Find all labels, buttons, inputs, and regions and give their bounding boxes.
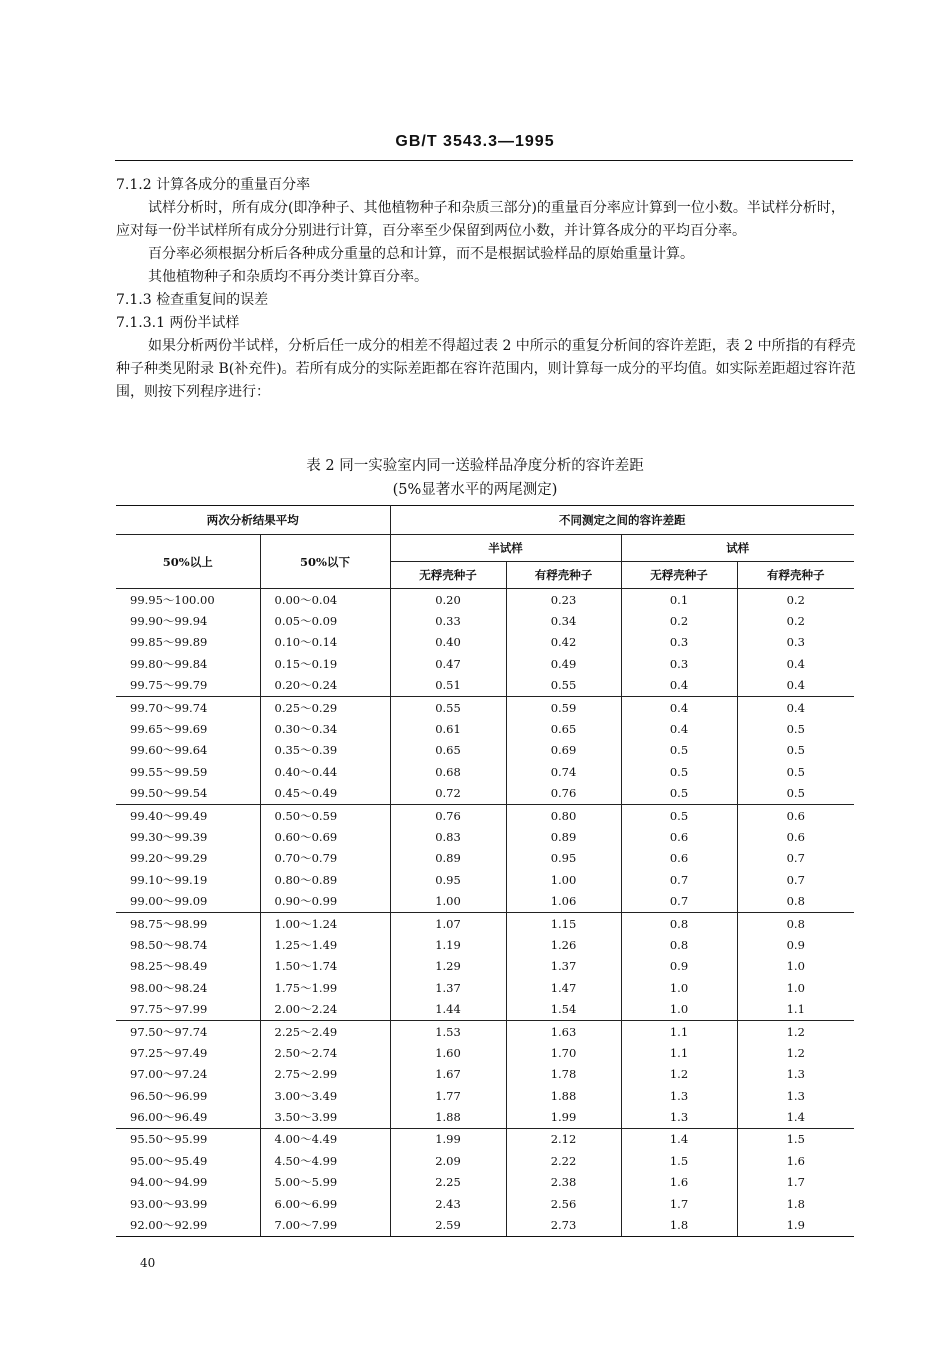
cell-half-nonchaffy: 0.47 xyxy=(390,653,506,674)
page-number: 40 xyxy=(140,1256,156,1270)
cell-below-50: 0.30～0.34 xyxy=(260,718,390,739)
table-row xyxy=(116,998,854,1020)
table-row xyxy=(116,718,854,739)
table-row xyxy=(116,1020,854,1042)
cell-half-nonchaffy: 0.65 xyxy=(390,740,506,761)
cell-below-50: 7.00～7.99 xyxy=(260,1214,390,1236)
cell-half-nonchaffy: 0.95 xyxy=(390,869,506,890)
paragraph: 如果分析两份半试样，分析后任一成分的相差不得超过表 2 中所示的重复分析间的容许差距，表 2 中所指的有稃壳种子种类见附录 B(补充件)。若所有成分的实际差距都在容许范围内，则计算每一成分的平均值。如实际差距超过容许范围，则按下列程序进行： xyxy=(116,338,856,400)
cell-below-50: 0.80～0.89 xyxy=(260,869,390,890)
cell-full-chaffy: 1.4 xyxy=(737,1106,854,1128)
cell-half-nonchaffy: 0.33 xyxy=(390,610,506,631)
cell-full-chaffy: 0.4 xyxy=(737,696,854,718)
cell-below-50: 0.05～0.09 xyxy=(260,610,390,631)
cell-above-50: 97.25～97.49 xyxy=(116,1042,260,1063)
cell-below-50: 0.60～0.69 xyxy=(260,826,390,847)
cell-half-chaffy: 1.88 xyxy=(506,1085,621,1106)
table-row xyxy=(116,1150,854,1171)
table-row xyxy=(116,826,854,847)
cell-full-chaffy: 0.7 xyxy=(737,848,854,869)
cell-half-chaffy: 0.55 xyxy=(506,675,621,697)
cell-half-nonchaffy: 2.25 xyxy=(390,1172,506,1193)
cell-full-chaffy: 0.8 xyxy=(737,912,854,934)
cell-above-50: 95.00～95.49 xyxy=(116,1150,260,1171)
cell-below-50: 3.00～3.49 xyxy=(260,1085,390,1106)
cell-full-nonchaffy: 0.4 xyxy=(621,696,737,718)
cell-above-50: 95.50～95.99 xyxy=(116,1128,260,1150)
cell-half-nonchaffy: 0.83 xyxy=(390,826,506,847)
cell-below-50: 3.50～3.99 xyxy=(260,1106,390,1128)
cell-half-chaffy: 1.37 xyxy=(506,956,621,977)
table-row xyxy=(116,1214,854,1236)
cell-half-nonchaffy: 1.29 xyxy=(390,956,506,977)
cell-below-50: 0.10～0.14 xyxy=(260,632,390,653)
table-row xyxy=(116,1106,854,1128)
table-row xyxy=(116,804,854,826)
cell-above-50: 99.10～99.19 xyxy=(116,869,260,890)
table-row xyxy=(116,1172,854,1193)
cell-full-nonchaffy: 0.5 xyxy=(621,783,737,805)
cell-half-nonchaffy: 1.00 xyxy=(390,890,506,912)
cell-half-nonchaffy: 0.68 xyxy=(390,761,506,782)
cell-full-chaffy: 1.6 xyxy=(737,1150,854,1171)
cell-below-50: 1.50～1.74 xyxy=(260,956,390,977)
cell-half-chaffy: 1.15 xyxy=(506,912,621,934)
cell-half-nonchaffy: 1.99 xyxy=(390,1128,506,1150)
cell-full-chaffy: 0.5 xyxy=(737,783,854,805)
cell-full-nonchaffy: 0.9 xyxy=(621,956,737,977)
cell-full-chaffy: 1.9 xyxy=(737,1214,854,1236)
cell-half-nonchaffy: 1.37 xyxy=(390,977,506,998)
cell-half-chaffy: 2.38 xyxy=(506,1172,621,1193)
cell-full-chaffy: 1.1 xyxy=(737,998,854,1020)
cell-half-chaffy: 0.95 xyxy=(506,848,621,869)
cell-above-50: 98.00～98.24 xyxy=(116,977,260,998)
cell-full-chaffy: 1.3 xyxy=(737,1085,854,1106)
cell-above-50: 98.25～98.49 xyxy=(116,956,260,977)
header-tolerance: 不同测定之间的容许差距 xyxy=(390,506,854,535)
cell-full-chaffy: 1.7 xyxy=(737,1172,854,1193)
table-row xyxy=(116,848,854,869)
section-heading-7-1-3-1: 7.1.3.1 两份半试样 xyxy=(116,315,240,331)
cell-above-50: 97.50～97.74 xyxy=(116,1020,260,1042)
cell-above-50: 99.95～100.00 xyxy=(116,589,260,611)
header-full-nonchaffy: 无稃壳种子 xyxy=(621,562,737,589)
cell-above-50: 92.00～92.99 xyxy=(116,1214,260,1236)
cell-above-50: 98.50～98.74 xyxy=(116,934,260,955)
cell-above-50: 99.50～99.54 xyxy=(116,783,260,805)
cell-half-chaffy: 0.59 xyxy=(506,696,621,718)
tolerance-table xyxy=(116,505,854,1237)
cell-half-nonchaffy: 0.40 xyxy=(390,632,506,653)
cell-below-50: 1.25～1.49 xyxy=(260,934,390,955)
cell-half-nonchaffy: 0.55 xyxy=(390,696,506,718)
table-row xyxy=(116,1042,854,1063)
cell-full-nonchaffy: 0.6 xyxy=(621,826,737,847)
cell-half-chaffy: 0.34 xyxy=(506,610,621,631)
table-row xyxy=(116,740,854,761)
cell-below-50: 0.70～0.79 xyxy=(260,848,390,869)
cell-half-nonchaffy: 1.19 xyxy=(390,934,506,955)
cell-below-50: 0.15～0.19 xyxy=(260,653,390,674)
header-half-sample: 半试样 xyxy=(390,535,621,562)
cell-below-50: 0.25～0.29 xyxy=(260,696,390,718)
table-row xyxy=(116,1128,854,1150)
cell-full-nonchaffy: 1.4 xyxy=(621,1128,737,1150)
cell-full-nonchaffy: 0.7 xyxy=(621,869,737,890)
cell-below-50: 4.50～4.99 xyxy=(260,1150,390,1171)
table-row xyxy=(116,890,854,912)
cell-half-chaffy: 1.06 xyxy=(506,890,621,912)
cell-below-50: 2.75～2.99 xyxy=(260,1064,390,1085)
cell-full-chaffy: 0.9 xyxy=(737,934,854,955)
header-full-sample: 试样 xyxy=(621,535,854,562)
cell-below-50: 0.90～0.99 xyxy=(260,890,390,912)
cell-half-chaffy: 2.12 xyxy=(506,1128,621,1150)
cell-full-chaffy: 1.0 xyxy=(737,956,854,977)
cell-above-50: 99.40～99.49 xyxy=(116,804,260,826)
cell-half-chaffy: 1.26 xyxy=(506,934,621,955)
cell-half-nonchaffy: 2.43 xyxy=(390,1193,506,1214)
cell-half-nonchaffy: 0.61 xyxy=(390,718,506,739)
cell-full-chaffy: 1.5 xyxy=(737,1128,854,1150)
cell-half-chaffy: 0.74 xyxy=(506,761,621,782)
cell-full-nonchaffy: 0.3 xyxy=(621,653,737,674)
table-row xyxy=(116,589,854,611)
cell-below-50: 0.35～0.39 xyxy=(260,740,390,761)
cell-half-chaffy: 1.00 xyxy=(506,869,621,890)
cell-half-chaffy: 0.80 xyxy=(506,804,621,826)
cell-half-nonchaffy: 0.72 xyxy=(390,783,506,805)
header-half-nonchaffy: 无稃壳种子 xyxy=(390,562,506,589)
cell-half-nonchaffy: 1.88 xyxy=(390,1106,506,1128)
cell-half-chaffy: 1.47 xyxy=(506,977,621,998)
cell-half-chaffy: 0.42 xyxy=(506,632,621,653)
cell-full-nonchaffy: 1.0 xyxy=(621,977,737,998)
cell-above-50: 99.90～99.94 xyxy=(116,610,260,631)
cell-full-nonchaffy: 0.8 xyxy=(621,934,737,955)
cell-half-chaffy: 1.99 xyxy=(506,1106,621,1128)
cell-half-chaffy: 1.54 xyxy=(506,998,621,1020)
header-below-50: 50%以下 xyxy=(260,535,390,589)
cell-below-50: 2.50～2.74 xyxy=(260,1042,390,1063)
cell-full-nonchaffy: 0.4 xyxy=(621,718,737,739)
cell-above-50: 99.60～99.64 xyxy=(116,740,260,761)
cell-above-50: 97.75～97.99 xyxy=(116,998,260,1020)
table-row xyxy=(116,675,854,697)
cell-full-chaffy: 1.8 xyxy=(737,1193,854,1214)
cell-below-50: 1.00～1.24 xyxy=(260,912,390,934)
section-heading-7-1-2: 7.1.2 计算各成分的重量百分率 xyxy=(116,177,311,193)
cell-full-nonchaffy: 1.8 xyxy=(621,1214,737,1236)
cell-half-chaffy: 0.69 xyxy=(506,740,621,761)
cell-full-nonchaffy: 0.2 xyxy=(621,610,737,631)
cell-half-chaffy: 2.56 xyxy=(506,1193,621,1214)
header-rule xyxy=(115,160,853,161)
cell-above-50: 93.00～93.99 xyxy=(116,1193,260,1214)
cell-half-chaffy: 0.23 xyxy=(506,589,621,611)
header-above-50: 50%以上 xyxy=(116,535,260,589)
cell-full-chaffy: 0.4 xyxy=(737,675,854,697)
cell-full-nonchaffy: 0.3 xyxy=(621,632,737,653)
cell-full-nonchaffy: 0.5 xyxy=(621,761,737,782)
cell-below-50: 2.25～2.49 xyxy=(260,1020,390,1042)
cell-full-nonchaffy: 1.6 xyxy=(621,1172,737,1193)
cell-full-nonchaffy: 1.1 xyxy=(621,1020,737,1042)
cell-below-50: 0.45～0.49 xyxy=(260,783,390,805)
cell-half-chaffy: 1.70 xyxy=(506,1042,621,1063)
table-row xyxy=(116,934,854,955)
cell-half-nonchaffy: 1.53 xyxy=(390,1020,506,1042)
cell-half-chaffy: 0.49 xyxy=(506,653,621,674)
cell-half-chaffy: 1.63 xyxy=(506,1020,621,1042)
cell-above-50: 96.00～96.49 xyxy=(116,1106,260,1128)
cell-full-nonchaffy: 1.3 xyxy=(621,1085,737,1106)
cell-half-chaffy: 0.76 xyxy=(506,783,621,805)
cell-half-nonchaffy: 0.20 xyxy=(390,589,506,611)
paragraph: 百分率必须根据分析后各种成分重量的总和计算，而不是根据试验样品的原始重量计算。 xyxy=(148,246,694,262)
cell-full-nonchaffy: 0.1 xyxy=(621,589,737,611)
cell-above-50: 99.85～99.89 xyxy=(116,632,260,653)
cell-full-nonchaffy: 0.6 xyxy=(621,848,737,869)
table-row xyxy=(116,761,854,782)
cell-full-chaffy: 0.6 xyxy=(737,826,854,847)
cell-below-50: 6.00～6.99 xyxy=(260,1193,390,1214)
cell-full-chaffy: 1.3 xyxy=(737,1064,854,1085)
table-row xyxy=(116,783,854,805)
cell-half-nonchaffy: 1.77 xyxy=(390,1085,506,1106)
cell-half-chaffy: 1.78 xyxy=(506,1064,621,1085)
cell-full-nonchaffy: 0.4 xyxy=(621,675,737,697)
cell-full-chaffy: 1.2 xyxy=(737,1042,854,1063)
cell-full-nonchaffy: 1.3 xyxy=(621,1106,737,1128)
cell-half-nonchaffy: 1.67 xyxy=(390,1064,506,1085)
cell-full-chaffy: 0.4 xyxy=(737,653,854,674)
cell-half-nonchaffy: 1.44 xyxy=(390,998,506,1020)
cell-full-nonchaffy: 0.5 xyxy=(621,804,737,826)
header-full-chaffy: 有稃壳种子 xyxy=(737,562,854,589)
cell-full-chaffy: 0.7 xyxy=(737,869,854,890)
cell-full-chaffy: 1.2 xyxy=(737,1020,854,1042)
cell-full-chaffy: 0.5 xyxy=(737,761,854,782)
table-row xyxy=(116,1064,854,1085)
table-row xyxy=(116,610,854,631)
cell-below-50: 0.40～0.44 xyxy=(260,761,390,782)
cell-full-nonchaffy: 1.1 xyxy=(621,1042,737,1063)
cell-full-chaffy: 0.3 xyxy=(737,632,854,653)
cell-half-nonchaffy: 0.51 xyxy=(390,675,506,697)
cell-full-nonchaffy: 1.0 xyxy=(621,998,737,1020)
paragraph: 其他植物种子和杂质均不再分类计算百分率。 xyxy=(148,269,428,285)
table-subcaption: (5%显著水平的两尾测定) xyxy=(392,482,558,498)
table-row xyxy=(116,912,854,934)
cell-above-50: 99.65～99.69 xyxy=(116,718,260,739)
cell-half-chaffy: 0.65 xyxy=(506,718,621,739)
cell-full-nonchaffy: 0.8 xyxy=(621,912,737,934)
table-row xyxy=(116,1193,854,1214)
table-row xyxy=(116,869,854,890)
table-row xyxy=(116,956,854,977)
cell-full-nonchaffy: 1.7 xyxy=(621,1193,737,1214)
cell-above-50: 99.55～99.59 xyxy=(116,761,260,782)
cell-above-50: 97.00～97.24 xyxy=(116,1064,260,1085)
table-caption: 表 2 同一实验室内同一送验样品净度分析的容许差距 xyxy=(306,458,644,474)
cell-half-chaffy: 0.89 xyxy=(506,826,621,847)
cell-full-nonchaffy: 1.5 xyxy=(621,1150,737,1171)
cell-half-nonchaffy: 0.76 xyxy=(390,804,506,826)
cell-full-chaffy: 0.5 xyxy=(737,740,854,761)
cell-full-chaffy: 0.2 xyxy=(737,589,854,611)
table-row xyxy=(116,977,854,998)
cell-half-nonchaffy: 2.09 xyxy=(390,1150,506,1171)
cell-below-50: 0.00～0.04 xyxy=(260,589,390,611)
cell-full-chaffy: 0.2 xyxy=(737,610,854,631)
cell-below-50: 2.00～2.24 xyxy=(260,998,390,1020)
table-row xyxy=(116,696,854,718)
cell-below-50: 4.00～4.49 xyxy=(260,1128,390,1150)
cell-full-nonchaffy: 0.5 xyxy=(621,740,737,761)
cell-half-nonchaffy: 2.59 xyxy=(390,1214,506,1236)
cell-half-chaffy: 2.22 xyxy=(506,1150,621,1171)
cell-below-50: 1.75～1.99 xyxy=(260,977,390,998)
cell-above-50: 99.00～99.09 xyxy=(116,890,260,912)
cell-above-50: 99.70～99.74 xyxy=(116,696,260,718)
body-text xyxy=(116,174,856,404)
cell-below-50: 0.20～0.24 xyxy=(260,675,390,697)
cell-below-50: 5.00～5.99 xyxy=(260,1172,390,1193)
header-half-chaffy: 有稃壳种子 xyxy=(506,562,621,589)
header-average: 两次分析结果平均 xyxy=(116,506,390,535)
cell-full-chaffy: 0.6 xyxy=(737,804,854,826)
table-row xyxy=(116,653,854,674)
cell-half-nonchaffy: 1.60 xyxy=(390,1042,506,1063)
cell-above-50: 99.75～99.79 xyxy=(116,675,260,697)
cell-full-chaffy: 0.5 xyxy=(737,718,854,739)
cell-half-nonchaffy: 1.07 xyxy=(390,912,506,934)
cell-full-nonchaffy: 0.7 xyxy=(621,890,737,912)
cell-full-nonchaffy: 1.2 xyxy=(621,1064,737,1085)
table-row xyxy=(116,1085,854,1106)
cell-above-50: 99.20～99.29 xyxy=(116,848,260,869)
section-heading-7-1-3: 7.1.3 检查重复间的误差 xyxy=(116,292,269,308)
table-row xyxy=(116,632,854,653)
cell-half-chaffy: 2.73 xyxy=(506,1214,621,1236)
cell-above-50: 99.80～99.84 xyxy=(116,653,260,674)
cell-above-50: 96.50～96.99 xyxy=(116,1085,260,1106)
cell-below-50: 0.50～0.59 xyxy=(260,804,390,826)
cell-above-50: 98.75～98.99 xyxy=(116,912,260,934)
cell-above-50: 94.00～94.99 xyxy=(116,1172,260,1193)
cell-above-50: 99.30～99.39 xyxy=(116,826,260,847)
paragraph: 试样分析时，所有成分(即净种子、其他植物种子和杂质三部分)的重量百分率应计算到一位小数。半试样分析时，应对每一份半试样所有成分分别进行计算，百分率至少保留到两位小数，并计算各成分的平均百分率。 xyxy=(116,200,845,239)
cell-full-chaffy: 0.8 xyxy=(737,890,854,912)
standard-header: GB/T 3543.3—1995 xyxy=(395,133,555,150)
cell-half-nonchaffy: 0.89 xyxy=(390,848,506,869)
cell-full-chaffy: 1.0 xyxy=(737,977,854,998)
